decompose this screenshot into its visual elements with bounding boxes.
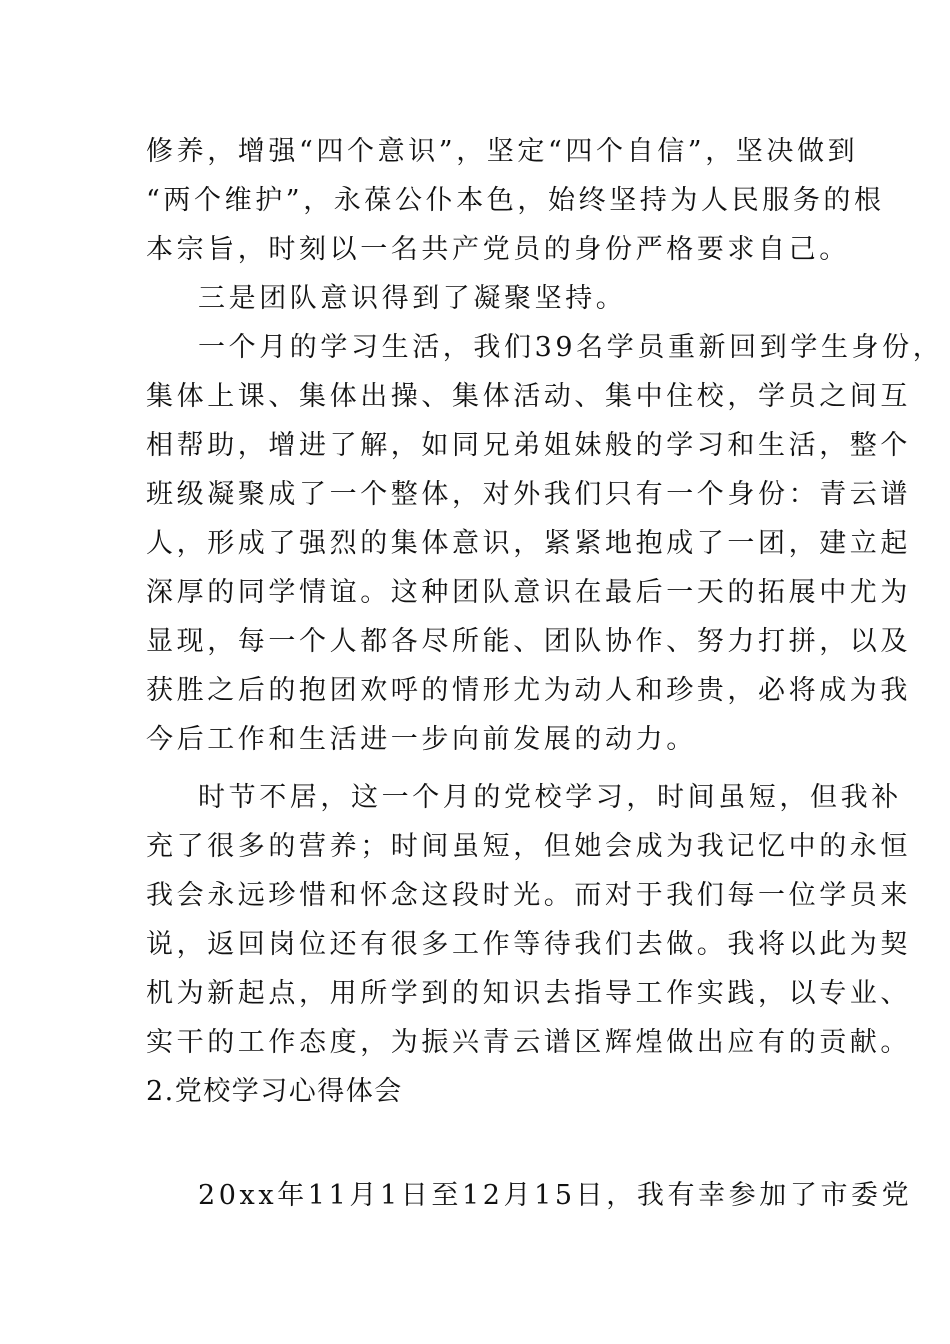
text-line: 本宗旨，时刻以一名共产党员的身份严格要求自己。 [146, 234, 850, 265]
text-line: 修养，增强“四个意识”，坚定“四个自信”，坚决做到 [146, 136, 859, 167]
text-line: 充了很多的营养；时间虽短，但她会成为我记忆中的永恒 [146, 831, 911, 862]
text-line: 深厚的同学情谊。这种团队意识在最后一天的拓展中尤为 [146, 577, 911, 608]
text-line: 20xx年11月1日至12月15日，我有幸参加了市委党 [198, 1180, 913, 1211]
text-line: 相帮助，增进了解，如同兄弟姐妹般的学习和生活，整个 [146, 430, 911, 461]
section-heading: 2.党校学习心得体会 [146, 1076, 403, 1107]
text-line: 一个月的学习生活，我们39名学员重新回到学生身份， [198, 332, 944, 363]
text-line: 获胜之后的抱团欢呼的情形尤为动人和珍贵，必将成为我 [146, 675, 911, 706]
text-line: 机为新起点，用所学到的知识去指导工作实践，以专业、 [146, 978, 911, 1009]
text-line: “两个维护”，永葆公仆本色，始终坚持为人民服务的根 [146, 185, 885, 216]
paragraph-heading: 三是团队意识得到了凝聚坚持。 [198, 283, 627, 314]
text-line: 说，返回岗位还有很多工作等待我们去做。我将以此为契 [146, 929, 911, 960]
text-line: 班级凝聚成了一个整体，对外我们只有一个身份：青云谱 [146, 479, 911, 510]
text-line: 集体上课、集体出操、集体活动、集中住校，学员之间互 [146, 381, 911, 412]
text-line: 显现，每一个人都各尽所能、团队协作、努力打拼，以及 [146, 626, 911, 657]
text-line: 时节不居，这一个月的党校学习，时间虽短，但我补 [198, 782, 902, 813]
text-line: 人，形成了强烈的集体意识，紧紧地抱成了一团，建立起 [146, 528, 911, 559]
text-line: 今后工作和生活进一步向前发展的动力。 [146, 724, 697, 755]
text-line: 实干的工作态度，为振兴青云谱区辉煌做出应有的贡献。 [146, 1027, 911, 1058]
text-line: 我会永远珍惜和怀念这段时光。而对于我们每一位学员来 [146, 880, 911, 911]
